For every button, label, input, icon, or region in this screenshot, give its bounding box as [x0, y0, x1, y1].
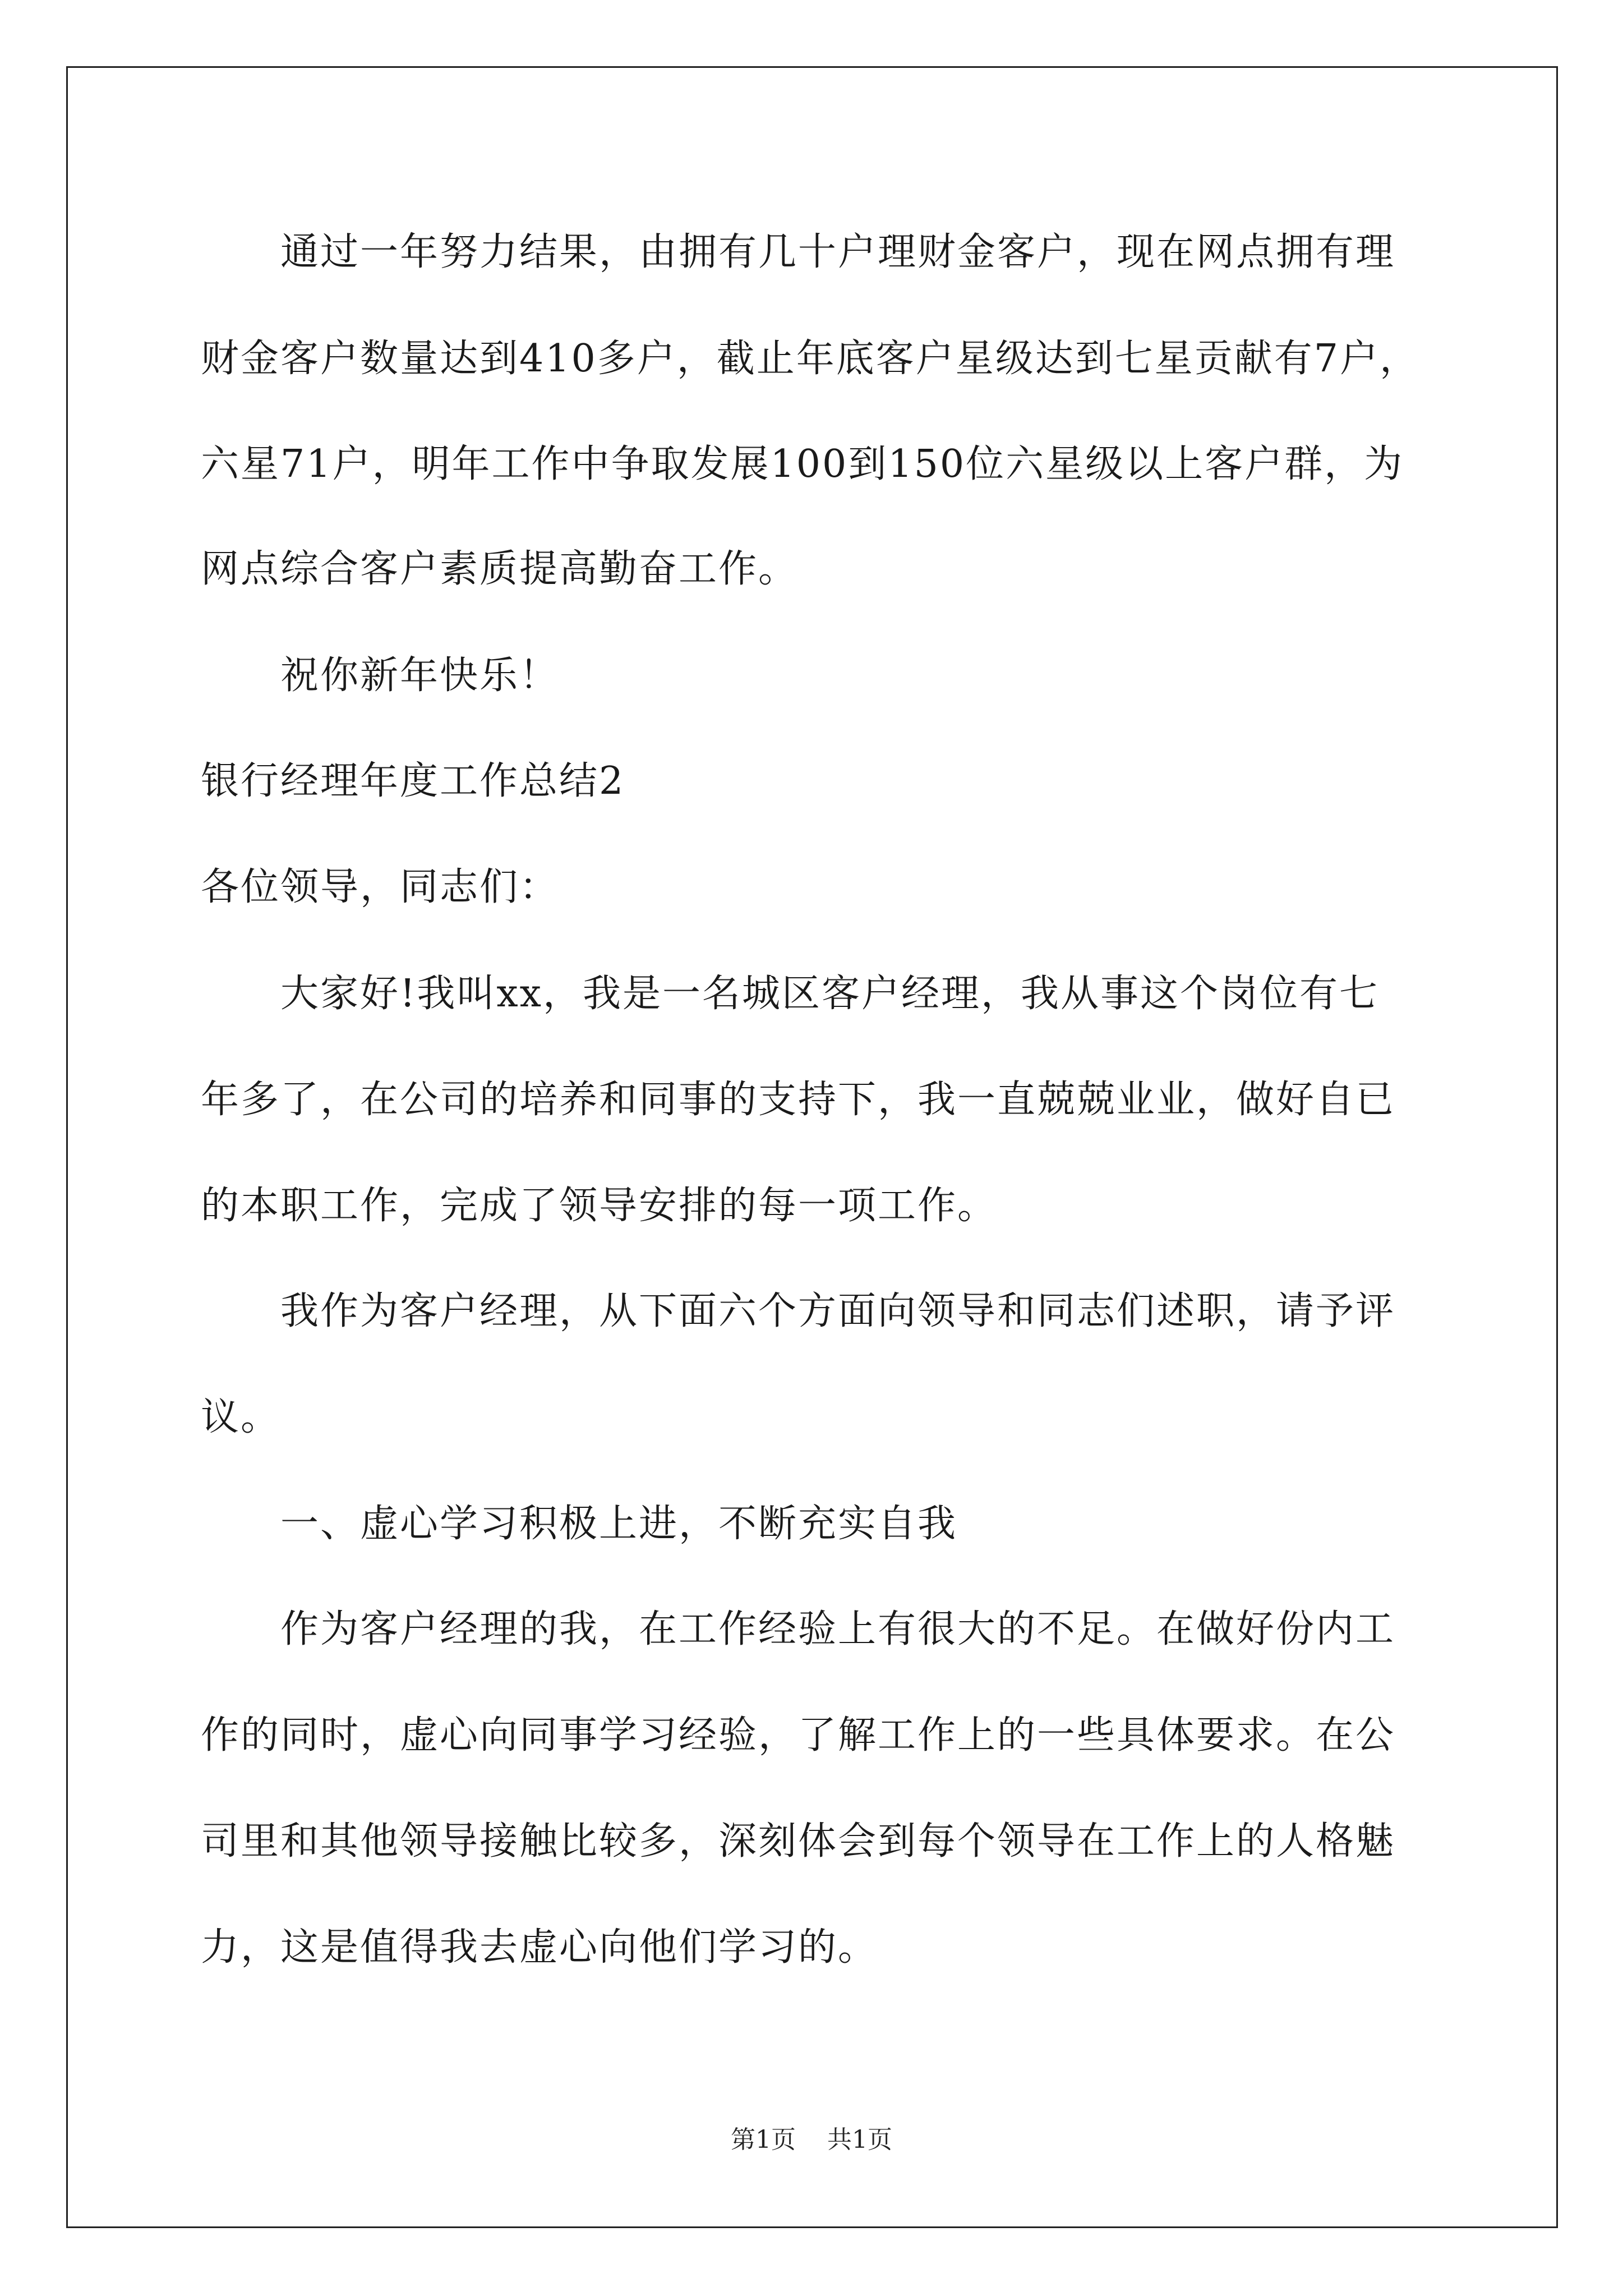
paragraph-line: 年多了，在公司的培养和同事的支持下，我一直兢兢业业，做好自已: [201, 1078, 1396, 1122]
subheading-line: 一、虚心学习积极上进，不断充实自我: [280, 1502, 958, 1546]
paragraph-line: 作的同时，虚心向同事学习经验，了解工作上的一些具体要求。在公: [201, 1713, 1396, 1757]
paragraph-line: 力，这是值得我去虚心向他们学习的。: [201, 1925, 878, 1970]
paragraph-line: 财金客户数量达到410多户，截止年底客户星级达到七星贡献有7户，: [201, 337, 1420, 381]
page-number-total: 共1页: [827, 2125, 892, 2154]
paragraph-line: 通过一年努力结果，由拥有几十户理财金客户，现在网点拥有理: [280, 230, 1396, 274]
paragraph-line: 大家好!我叫xx，我是一名城区客户经理，我从事这个岗位有七: [280, 972, 1380, 1016]
salutation-line: 各位领导，同志们：: [201, 865, 560, 909]
section-title: 银行经理年度工作总结2: [201, 759, 625, 803]
paragraph-line: 的本职工作，完成了领导安排的每一项工作。: [201, 1184, 998, 1228]
page-number-current: 第1页: [731, 2125, 796, 2154]
paragraph-line: 网点综合客户素质提高勤奋工作。: [201, 547, 799, 591]
paragraph-line: 作为客户经理的我，在工作经验上有很大的不足。在做好份内工: [280, 1607, 1396, 1651]
paragraph-line: 议。: [201, 1395, 281, 1439]
paragraph-line: 我作为客户经理，从下面六个方面向领导和同志们述职，请予评: [280, 1289, 1396, 1333]
paragraph-line: 司里和其他领导接触比较多，深刻体会到每个领导在工作上的人格魅: [201, 1819, 1396, 1864]
page-border: [66, 66, 1558, 2228]
paragraph-line: 六星71户，明年工作中争取发展100到150位六星级以上客户群，为: [201, 442, 1404, 486]
greeting-line: 祝你新年快乐！: [280, 654, 560, 698]
page-footer: [0, 2123, 1623, 2157]
